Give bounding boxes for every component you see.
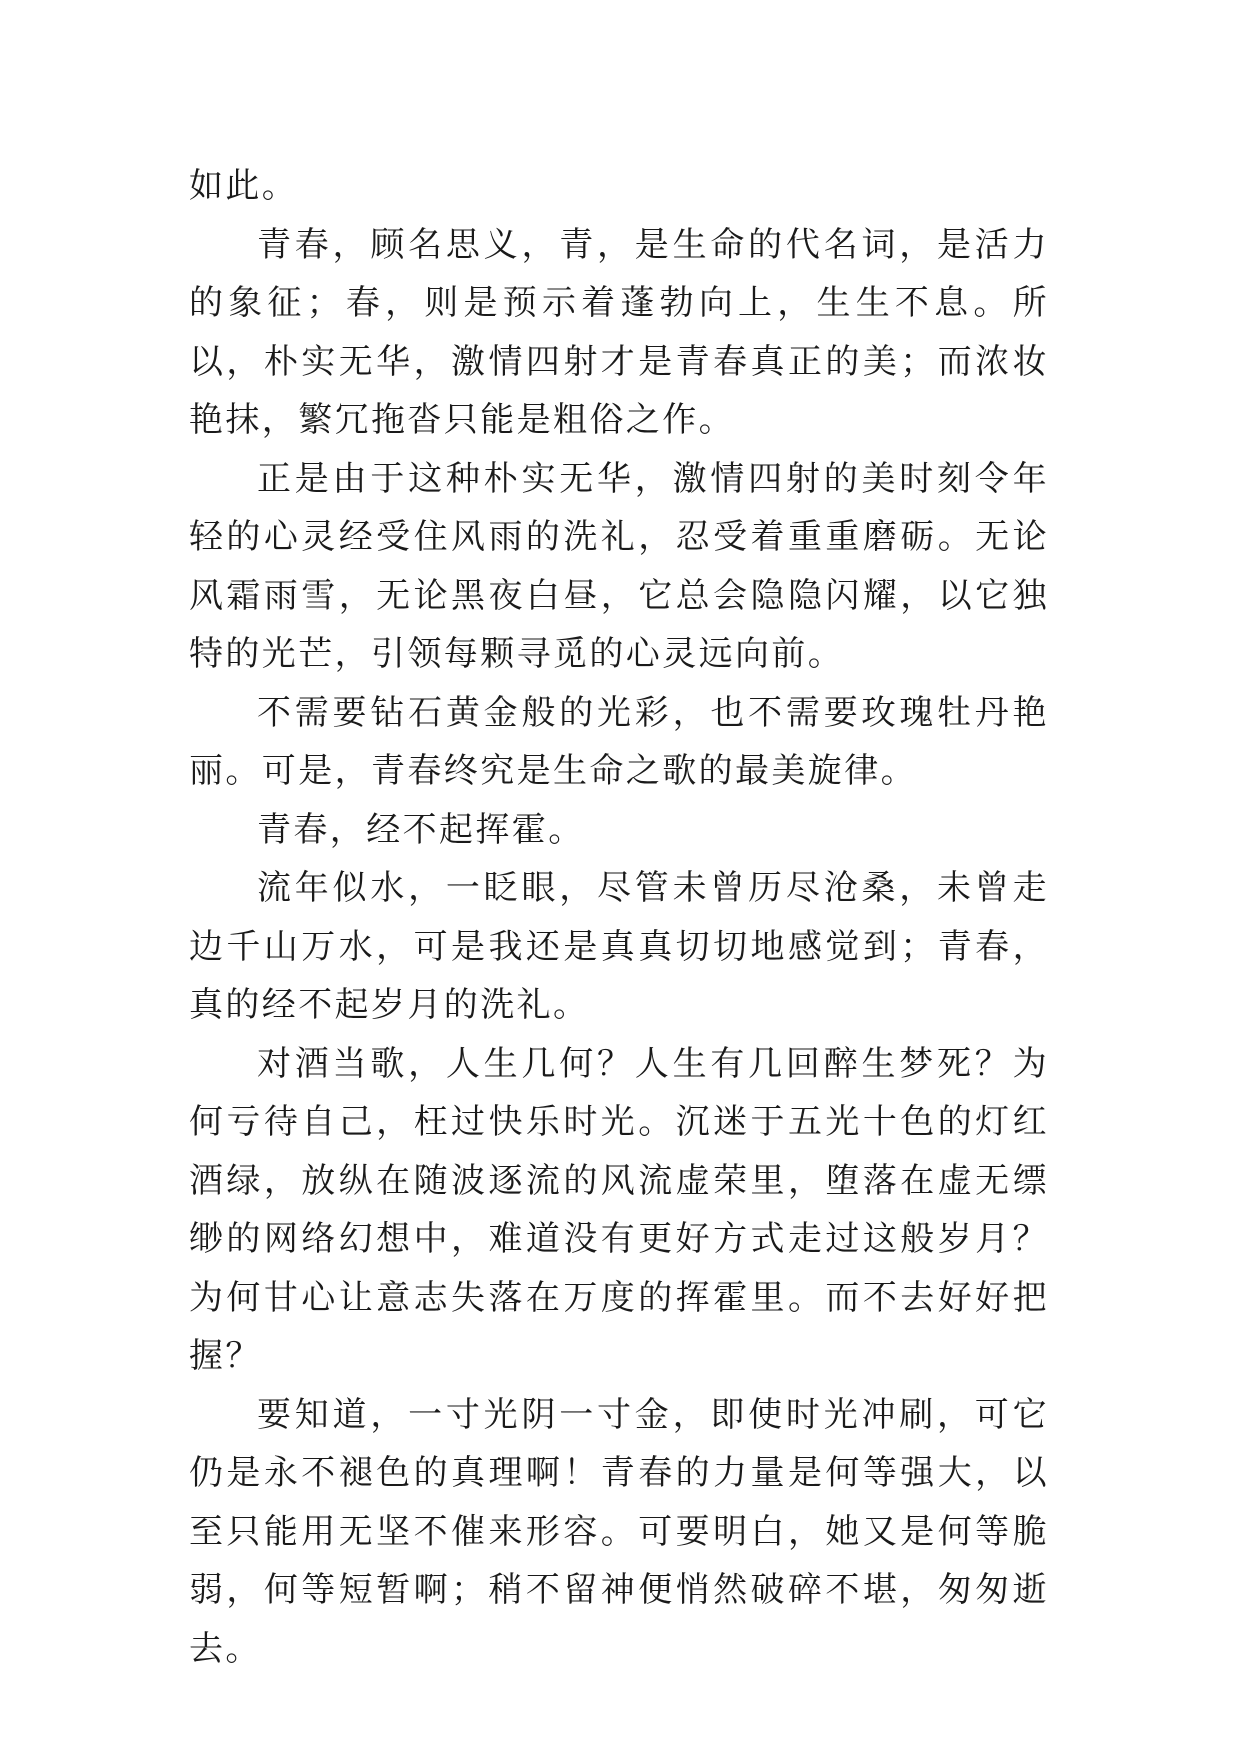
document-body bbox=[189, 157, 1049, 1678]
paragraph: 流年似水，一眨眼，尽管未曾历尽沧桑，未曾走边千山万水，可是我还是真真切切地感觉到；青春，真的经不起岁月的洗礼。 bbox=[189, 868, 1049, 1025]
paragraph: 不需要钻石黄金般的光彩，也不需要玫瑰牡丹艳丽。可是，青春终究是生命之歌的最美旋律。 bbox=[189, 692, 1049, 791]
paragraph: 对酒当歌，人生几何？人生有几回醉生梦死？为何亏待自己，枉过快乐时光。沉迷于五光十色的灯红酒绿，放纵在随波逐流的风流虚荣里，堕落在虚无缥缈的网络幻想中，难道没有更好方式走过这般岁月？为何甘心让意志失落在万度的挥霍里。而不去好好把握？ bbox=[189, 1043, 1049, 1376]
paragraph: 青春，经不起挥霍。 bbox=[257, 809, 585, 850]
paragraph: 要知道，一寸光阴一寸金，即使时光冲刷，可它仍是永不褪色的真理啊！青春的力量是何等强大，以至只能用无坚不催来形容。可要明白，她又是何等脆弱，何等短暂啊；稍不留神便悄然破碎不堪，匆匆逝去。 bbox=[189, 1394, 1049, 1669]
paragraph-continued: 如此。 bbox=[189, 166, 299, 206]
paragraph: 正是由于这种朴实无华，激情四射的美时刻令年轻的心灵经受住风雨的洗礼，忍受着重重磨砺。无论风霜雨雪，无论黑夜白昼，它总会隐隐闪耀，以它独特的光芒，引领每颗寻觅的心灵远向前。 bbox=[189, 458, 1049, 674]
paragraph: 青春，顾名思义，青，是生命的代名词，是活力的象征；春，则是预示着蓬勃向上，生生不息。所以，朴实无华，激情四射才是青春真正的美；而浓妆艳抹，繁冗拖沓只能是粗俗之作。 bbox=[189, 224, 1049, 440]
